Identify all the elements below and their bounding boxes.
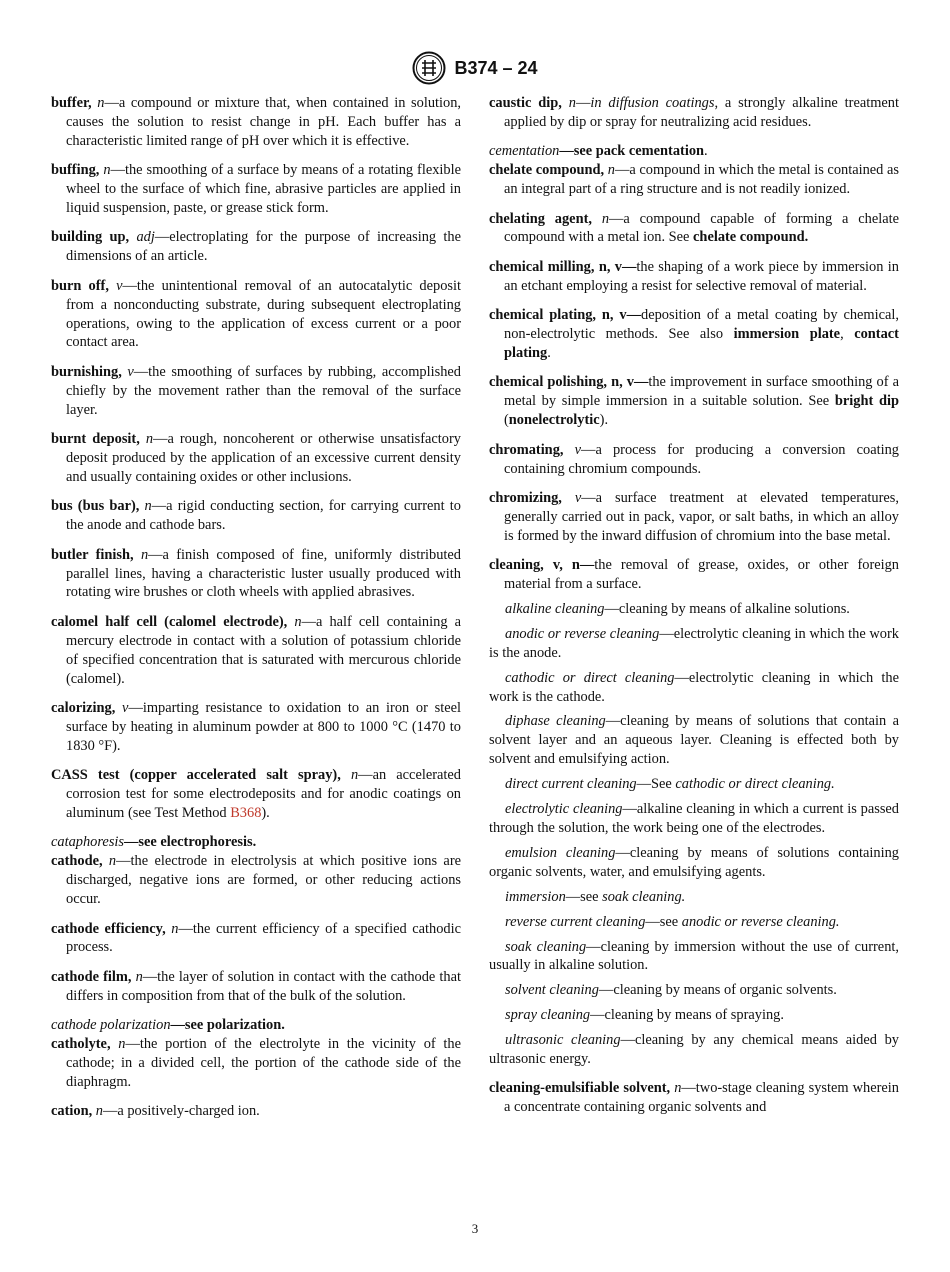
entry-butler-finish: butler finish, n—a finish composed of fine, uniformly distributed parallel lines, having a characteristic luster usually produced with rotating wire brushes or cloth wheels with applied abrasives.	[51, 546, 461, 601]
entry-cataphoresis: cataphoresis—see electrophoresis.	[51, 834, 257, 851]
entry-calorizing: calorizing, v—imparting resistance to oxidation to an iron or steel surface by heating in aluminum powder at 800 to 1000 °C (1470 to 1830 °F).	[51, 699, 461, 754]
entry-chelate-compound: chelate compound, n—a compound in which the metal is contained as an integral part of a ring structure and is not readily ionized.	[489, 162, 899, 198]
subentry-reverse-current-cleaning: reverse current cleaning—see anodic or reverse cleaning.	[505, 913, 840, 930]
entry-buffing: buffing, n—the smoothing of a surface by means of a rotating flexible wheel to the surface of which fine, abrasive particles are applied in liquid suspension, paste, or grease stick form.	[51, 162, 461, 217]
entry-cathode-polarization: cathode polarization—see polarization.	[51, 1017, 285, 1034]
subentry-emulsion-cleaning: emulsion cleaning—cleaning by means of solutions containing organic solvents, water, and emulsifying agents.	[489, 844, 899, 880]
left-column	[51, 94, 461, 1132]
subentry-alkaline-cleaning: alkaline cleaning—cleaning by means of alkaline solutions.	[505, 600, 850, 617]
subentry-spray-cleaning: spray cleaning—cleaning by means of spraying.	[505, 1007, 784, 1024]
entry-chelating-agent: chelating agent, n—a compound capable of forming a chelate compound with a metal ion. See chelate compound.	[489, 210, 899, 246]
entry-cathode-efficiency: cathode efficiency, n—the current efficiency of a specified cathodic process.	[51, 920, 461, 956]
entry-chemical-milling: chemical milling, n, v—the shaping of a work piece by immersion in an etchant employing a resist for selective removal of material.	[489, 258, 899, 294]
entry-cass-test: CASS test (copper accelerated salt spray), n—an accelerated corrosion test for some electrodeposits and for anodic coatings on aluminum (see Test Method B368).	[51, 767, 461, 821]
entry-burnishing: burnishing, v—the smoothing of surfaces by rubbing, accomplished chiefly by the movement rather than the removal of the surface layer.	[51, 363, 461, 418]
standard-designation: B374 – 24	[454, 57, 538, 78]
right-column	[489, 94, 899, 1128]
entry-cleaning-emulsifiable-solvent: cleaning-emulsifiable solvent, n—two-stage cleaning system wherein a concentrate containing organic solvents and	[489, 1080, 899, 1116]
subentry-direct-current-cleaning: direct current cleaning—See cathodic or direct cleaning.	[505, 776, 835, 793]
entry-cementation: cementation—see pack cementation.	[489, 143, 708, 160]
subentry-electrolytic-cleaning: electrolytic cleaning—alkaline cleaning in which a current is passed through the solution, the work being one of the electrodes.	[489, 801, 900, 836]
link-b368[interactable]: B368	[230, 805, 262, 821]
entry-burnt-deposit: burnt deposit, n—a rough, noncoherent or otherwise unsatisfactory deposit produced by the application of an excessive current density and usually containing oxides or other inclusions.	[51, 431, 461, 485]
subentry-ultrasonic-cleaning: ultrasonic cleaning—cleaning by any chemical means aided by ultrasonic energy.	[489, 1032, 899, 1068]
entry-calomel-half-cell: calomel half cell (calomel electrode), n—a half cell containing a mercury electrode in contact with a solution of potassium chloride of specified concentration that is saturated with mercurous chloride (calomel).	[51, 613, 461, 687]
astm-logo-icon	[412, 51, 446, 85]
entry-burn-off: burn off, v—the unintentional removal of an autocatalytic deposit from a nonconducting substrate, during subsequent electroplating operations, owing to the application of excess current or a poor contact area.	[51, 277, 461, 351]
page-number: 3	[471, 1221, 479, 1236]
entry-chromating: chromating, v—a process for producing a conversion coating containing chromium compounds.	[489, 441, 899, 477]
entry-building-up: building up, adj—electroplating for the purpose of increasing the dimensions of an article.	[51, 229, 461, 265]
entry-buffer: buffer, n—a compound or mixture that, when contained in solution, causes the solution to resist change in pH. Each buffer has a characteristic limited range of pH over which it is effective.	[51, 95, 461, 149]
entry-caustic-dip: caustic dip, n—in diffusion coatings, a strongly alkaline treatment applied by dip or spray for neutralizing acid residues.	[489, 95, 899, 130]
subentry-solvent-cleaning: solvent cleaning—cleaning by means of organic solvents.	[505, 982, 837, 999]
entry-chemical-polishing: chemical polishing, n, v—the improvement in surface smoothing of a metal by simple immersion in a suitable solution. See bright dip (nonelectrolytic).	[489, 374, 899, 429]
entry-cation: cation, n—a positively-charged ion.	[51, 1103, 260, 1120]
subentry-immersion: immersion—see soak cleaning.	[505, 888, 686, 905]
subentry-soak-cleaning: soak cleaning—cleaning by immersion without the use of current, usually in alkaline solution.	[489, 938, 899, 974]
entry-cathode: cathode, n—the electrode in electrolysis at which positive ions are discharged, negative ions are formed, or other reducing actions occur.	[51, 853, 462, 908]
entry-chromizing: chromizing, v—a surface treatment at elevated temperatures, generally carried out in pack, vapor, or salt baths, in which an alloy is formed by the inward diffusion of chromium into the base metal.	[489, 489, 899, 544]
entry-cleaning: cleaning, v, n—the removal of grease, oxides, or other foreign material from a surface.	[489, 557, 900, 593]
entry-chemical-plating: chemical plating, n, v—deposition of a metal coating by chemical, non-electrolytic methods. See also immersion plate, contact plating.	[489, 307, 899, 361]
entry-catholyte: catholyte, n—the portion of the electrolyte in the vicinity of the cathode; in a divided cell, the portion of the cathode side of the diaphragm.	[51, 1036, 461, 1090]
entry-bus-bar: bus (bus bar), n—a rigid conducting section, for carrying current to the anode and cathode bars.	[51, 498, 461, 534]
page-header	[0, 50, 950, 86]
subentry-cathodic-cleaning: cathodic or direct cleaning—electrolytic cleaning in which the work is the cathode.	[489, 669, 899, 705]
subentry-anodic-cleaning: anodic or reverse cleaning—electrolytic cleaning in which the work is the anode.	[489, 625, 899, 661]
subentry-diphase-cleaning: diphase cleaning—cleaning by means of solutions that contain a solvent layer and an aqueous layer. Cleaning is effected both by solvent and emulsifying action.	[489, 713, 900, 768]
entry-cathode-film: cathode film, n—the layer of solution in contact with the cathode that differs in composition from that of the bulk of the solution.	[51, 968, 461, 1004]
